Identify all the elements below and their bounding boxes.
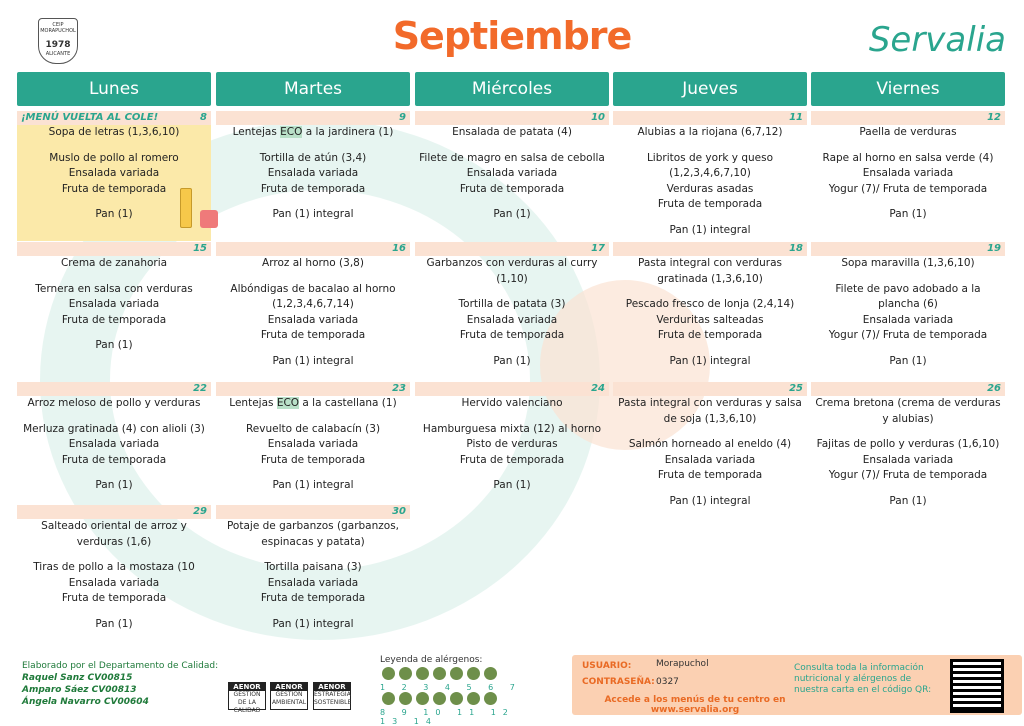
date-number: 12	[987, 112, 1001, 123]
date-number: 29	[193, 506, 207, 517]
dish-1: Revuelto de calabacín (3)	[245, 422, 381, 435]
dish-2: Ensalada variada	[862, 313, 954, 326]
dish-3: Fruta de temporada	[657, 469, 763, 481]
date-bar	[811, 382, 1005, 396]
dish-3: Yogur (7)/ Fruta de temporada	[828, 329, 988, 341]
dish-2: Verduritas salteadas	[656, 313, 764, 326]
dish-2: Ensalada variada	[267, 313, 359, 326]
dish-4: Pan (1) integral	[272, 617, 354, 630]
dish-4: Pan (1)	[889, 494, 927, 507]
spacer	[613, 287, 807, 297]
date-number: 25	[789, 383, 803, 394]
dish-0: Alubias a la riojana (6,7,12)	[637, 126, 783, 138]
dish-0: Arroz meloso de pollo y verduras	[27, 397, 201, 409]
dish-2: Ensalada variada	[862, 167, 954, 179]
menu-cell	[216, 382, 410, 503]
dish-1: Tortilla de atún (3,4)	[259, 151, 367, 164]
dish-4: Pan (1)	[95, 617, 133, 630]
day-header-3: Jueves	[613, 72, 807, 106]
menu-cell	[216, 505, 410, 630]
spacer	[216, 344, 410, 354]
dish-0: Paella de verduras	[859, 126, 957, 138]
dish-1: Rape al horno en salsa verde (4)	[822, 151, 994, 164]
spacer	[216, 607, 410, 617]
dish-2: Ensalada variada	[68, 438, 160, 450]
menu-cell	[17, 505, 211, 630]
menu-cell	[216, 242, 410, 380]
allergen-icon	[382, 692, 395, 705]
menu-cell	[17, 382, 211, 503]
allergen-icon	[450, 692, 463, 705]
date-bar	[17, 111, 211, 125]
allergen-icon	[399, 692, 412, 705]
dish-1: Filete de magro en salsa de cebolla	[419, 151, 605, 164]
dish-1: Ternera en salsa con verduras	[35, 282, 193, 295]
date-bar	[415, 242, 609, 256]
dish-3: Fruta de temporada	[61, 592, 167, 604]
cert-sub: GESTIÓN DE LA CALIDAD	[233, 691, 261, 714]
dish-4: Pan (1) integral	[669, 223, 751, 236]
dish-3: Yogur (7)/ Fruta de temporada	[828, 182, 988, 195]
dish-0: Sopa maravilla (1,3,6,10)	[841, 257, 975, 269]
dish-3: Fruta de temporada	[459, 182, 565, 195]
date-number: 10	[591, 112, 605, 123]
dish-4: Pan (1) integral	[272, 354, 354, 367]
spacer	[17, 607, 211, 617]
dish-1: Tiras de pollo a la mostaza (10	[33, 561, 195, 573]
cert-sub: ESTRATEGIA SOSTENIBLE	[314, 691, 352, 706]
cert-badge-sustainable	[313, 682, 351, 710]
dish-0: Garbanzos con verduras al curry (1,10)	[426, 257, 598, 285]
menu-cell	[17, 242, 211, 380]
servalia-link[interactable]: Accede a los menús de tu centro en www.servalia.org	[604, 695, 786, 715]
special-menu-tag: ¡MENÚ VUELTA AL COLE!	[21, 112, 159, 123]
spacer	[216, 141, 410, 151]
spacer	[811, 272, 1005, 282]
spacer	[613, 141, 807, 151]
allergen-icon	[450, 667, 463, 680]
spacer	[216, 412, 410, 422]
eco-badge: ECO	[276, 397, 300, 409]
spacer	[613, 213, 807, 223]
dish-1: Filete de pavo adobado a la plancha (6)	[835, 282, 981, 310]
date-number: 30	[392, 506, 406, 517]
date-bar	[17, 382, 211, 396]
menu-cell	[613, 382, 807, 507]
allergen-icon	[484, 667, 497, 680]
dish-0: Arroz al horno (3,8)	[262, 257, 364, 269]
school-logo-city: ALICANTE	[45, 50, 71, 57]
spacer	[17, 328, 211, 338]
allergen-numbers-2: 8 9 10 11 12 13 14	[380, 708, 515, 726]
menu-cell	[216, 111, 410, 241]
spacer	[216, 197, 410, 207]
menu-cell	[415, 111, 609, 241]
allergen-icon	[433, 692, 446, 705]
dish-1: Libritos de york y queso (1,2,3,4,6,7,10)	[646, 151, 774, 179]
spacer	[17, 272, 211, 282]
date-number: 8	[200, 112, 207, 123]
dish-0: Crema de zanahoria	[60, 257, 168, 269]
menu-cell	[811, 382, 1005, 507]
dish-3: Fruta de temporada	[61, 313, 167, 326]
day-header-1: Martes	[216, 72, 410, 106]
spacer	[17, 412, 211, 422]
allergen-icon	[467, 667, 480, 680]
dish-1: Muslo de pollo al romero	[49, 151, 179, 164]
quality-credits	[22, 660, 218, 708]
qr-code-icon[interactable]	[950, 659, 1004, 713]
dish-3: Fruta de temporada	[61, 182, 167, 195]
menu-cell	[613, 242, 807, 380]
allergen-icons-row-2	[380, 692, 540, 708]
date-bar	[415, 111, 609, 125]
dish-2: Ensalada variada	[68, 298, 160, 310]
menu-cell	[415, 242, 609, 380]
dish-0: Pasta integral con verduras y salsa de soja (1,3,6,10)	[618, 397, 802, 425]
cert-name: AENOR	[314, 683, 350, 691]
spacer	[415, 197, 609, 207]
dish-2: Ensalada variada	[862, 453, 954, 466]
date-number: 22	[193, 383, 207, 394]
spacer	[613, 344, 807, 354]
dish-2: Ensalada variada	[267, 438, 359, 450]
dish-2: Ensalada variada	[466, 313, 558, 326]
dish-4: Pan (1)	[493, 354, 531, 367]
dish-3: Fruta de temporada	[657, 329, 763, 341]
date-bar	[216, 242, 410, 256]
dish-1: Fajitas de pollo y verduras (1,6,10)	[816, 438, 1000, 450]
dish-3: Fruta de temporada	[260, 329, 366, 341]
dish-3: Fruta de temporada	[260, 592, 366, 604]
dish-2: Ensalada variada	[68, 167, 160, 179]
spacer	[811, 197, 1005, 207]
date-number: 26	[987, 383, 1001, 394]
menu-cell	[811, 242, 1005, 380]
date-bar	[613, 242, 807, 256]
dish-2: Ensalada variada	[664, 453, 756, 466]
dish-2: Ensalada variada	[466, 167, 558, 179]
spacer	[17, 141, 211, 151]
staff-2: Amparo Sáez CV00813	[22, 685, 137, 695]
dish-4: Pan (1)	[493, 208, 531, 220]
date-number: 9	[399, 112, 406, 123]
menu-cell	[811, 111, 1005, 241]
dish-0: Salteado oriental de arroz y verduras (1,6)	[41, 520, 187, 548]
date-bar	[811, 111, 1005, 125]
date-number: 16	[392, 243, 406, 254]
dish-4: Pan (1)	[493, 479, 531, 491]
date-number: 11	[789, 112, 803, 123]
eraser-mascot-icon	[200, 210, 218, 228]
dish-2: Ensalada variada	[267, 167, 359, 179]
date-bar	[415, 382, 609, 396]
date-bar	[17, 242, 211, 256]
dish-3: Fruta de temporada	[459, 453, 565, 466]
brand-name: Servalia	[868, 20, 1006, 60]
cert-name: AENOR	[229, 683, 265, 691]
dish-4: Pan (1) integral	[669, 494, 751, 507]
spacer	[415, 344, 609, 354]
dish-0: Sopa de letras (1,3,6,10)	[48, 126, 180, 138]
dish-1: Pescado fresco de lonja (2,4,14)	[625, 298, 795, 310]
dish-2: Ensalada variada	[68, 576, 160, 589]
user-label: USUARIO:	[582, 661, 632, 671]
dish-0: Pasta integral con verduras gratinada (1,3,6,10)	[637, 257, 782, 285]
pencil-mascot-icon	[180, 188, 192, 228]
allergen-icon	[382, 667, 395, 680]
dish-3: Fruta de temporada	[459, 329, 565, 341]
date-bar	[811, 242, 1005, 256]
staff-1: Raquel Sanz CV00815	[22, 673, 133, 683]
allergen-icon	[433, 667, 446, 680]
eco-badge: ECO	[280, 126, 303, 138]
legend-title: Leyenda de alérgenos:	[380, 655, 483, 665]
date-number: 15	[193, 243, 207, 254]
dish-0: Lentejas ECO a la jardinera (1)	[232, 126, 394, 138]
credits-heading: Elaborado por el Departamento de Calidad:	[22, 661, 219, 671]
password-label: CONTRASEÑA:	[582, 677, 655, 687]
allergen-numbers-1: 1 2 3 4 5 6 7	[380, 683, 522, 692]
dish-1: Tortilla paisana (3)	[264, 561, 362, 573]
date-number: 18	[789, 243, 803, 254]
spacer	[811, 344, 1005, 354]
dish-0: Ensalada de patata (4)	[452, 126, 572, 138]
spacer	[17, 550, 211, 560]
dish-4: Pan (1) integral	[272, 208, 354, 220]
menu-cell	[415, 382, 609, 503]
date-number: 24	[591, 383, 605, 394]
dish-4: Pan (1)	[889, 354, 927, 367]
dish-0: Potaje de garbanzos (garbanzos, espinacas y patata)	[226, 520, 400, 548]
dish-2: Pisto de verduras	[466, 438, 558, 450]
date-number: 23	[392, 383, 406, 394]
cert-badge-environment	[270, 682, 308, 710]
spacer	[17, 468, 211, 478]
spacer	[415, 468, 609, 478]
dish-3: Fruta de temporada	[61, 453, 167, 466]
allergen-icon	[416, 692, 429, 705]
date-bar	[17, 505, 211, 519]
dish-0: Hervido valenciano	[461, 397, 563, 409]
qr-info-text: Consulta toda la información nutricional y alérgenos de nuestra carta en el código QR:	[794, 663, 932, 695]
date-number: 19	[987, 243, 1001, 254]
page-title: Septiembre	[392, 14, 632, 58]
dish-4: Pan (1)	[95, 479, 133, 491]
dish-4: Pan (1)	[95, 208, 133, 220]
dish-3: Fruta de temporada	[260, 182, 366, 195]
cert-badge-quality	[228, 682, 266, 714]
access-box	[572, 655, 1022, 715]
dish-1: Salmón horneado al eneldo (4)	[628, 438, 792, 450]
date-number: 17	[591, 243, 605, 254]
allergen-icons-row-1	[380, 667, 540, 683]
spacer	[415, 141, 609, 151]
menu-cell	[613, 111, 807, 241]
dish-3: Yogur (7)/ Fruta de temporada	[828, 469, 988, 481]
dish-4: Pan (1)	[889, 208, 927, 220]
allergen-icon	[416, 667, 429, 680]
dish-4: Pan (1)	[95, 339, 133, 351]
school-logo-year: 1978	[45, 40, 71, 50]
spacer	[613, 484, 807, 494]
dish-3: Fruta de temporada	[657, 198, 763, 210]
date-bar	[613, 382, 807, 396]
dish-0: Lentejas ECO a la castellana (1)	[229, 397, 397, 409]
date-bar	[216, 382, 410, 396]
dish-1: Albóndigas de bacalao al horno (1,2,3,4,6,7,14)	[230, 282, 396, 310]
allergen-legend	[380, 655, 540, 726]
allergen-icon	[484, 692, 497, 705]
date-bar	[216, 505, 410, 519]
spacer	[811, 484, 1005, 494]
dish-2: Ensalada variada	[267, 576, 359, 589]
spacer	[811, 427, 1005, 437]
cert-name: AENOR	[271, 683, 307, 691]
dish-4: Pan (1) integral	[669, 354, 751, 367]
school-logo-name: CEIP MORAPUCHOL	[40, 22, 76, 34]
user-value: Morapuchol	[656, 659, 709, 669]
spacer	[415, 287, 609, 297]
spacer	[811, 141, 1005, 151]
dish-0: Crema bretona (crema de verduras y alubias)	[815, 397, 1001, 425]
dish-3: Fruta de temporada	[260, 453, 366, 466]
spacer	[613, 427, 807, 437]
dish-2: Verduras asadas	[666, 182, 754, 195]
dish-1: Merluza gratinada (4) con alioli (3)	[23, 422, 205, 435]
date-bar	[613, 111, 807, 125]
spacer	[216, 550, 410, 560]
day-header-4: Viernes	[811, 72, 1005, 106]
allergen-icon	[399, 667, 412, 680]
day-header-2: Miércoles	[415, 72, 609, 106]
spacer	[216, 468, 410, 478]
day-header-0: Lunes	[17, 72, 211, 106]
spacer	[415, 412, 609, 422]
allergen-icon	[467, 692, 480, 705]
brand-logo	[869, 20, 1006, 60]
staff-3: Ángela Navarro CV00604	[22, 697, 149, 707]
password-value: 0327	[656, 677, 679, 687]
spacer	[216, 272, 410, 282]
dish-1: Tortilla de patata (3)	[458, 298, 566, 310]
dish-4: Pan (1) integral	[272, 479, 354, 491]
date-bar	[216, 111, 410, 125]
cert-sub: GESTIÓN AMBIENTAL	[271, 691, 307, 706]
dish-1: Hamburguesa mixta (12) al horno	[422, 422, 602, 435]
